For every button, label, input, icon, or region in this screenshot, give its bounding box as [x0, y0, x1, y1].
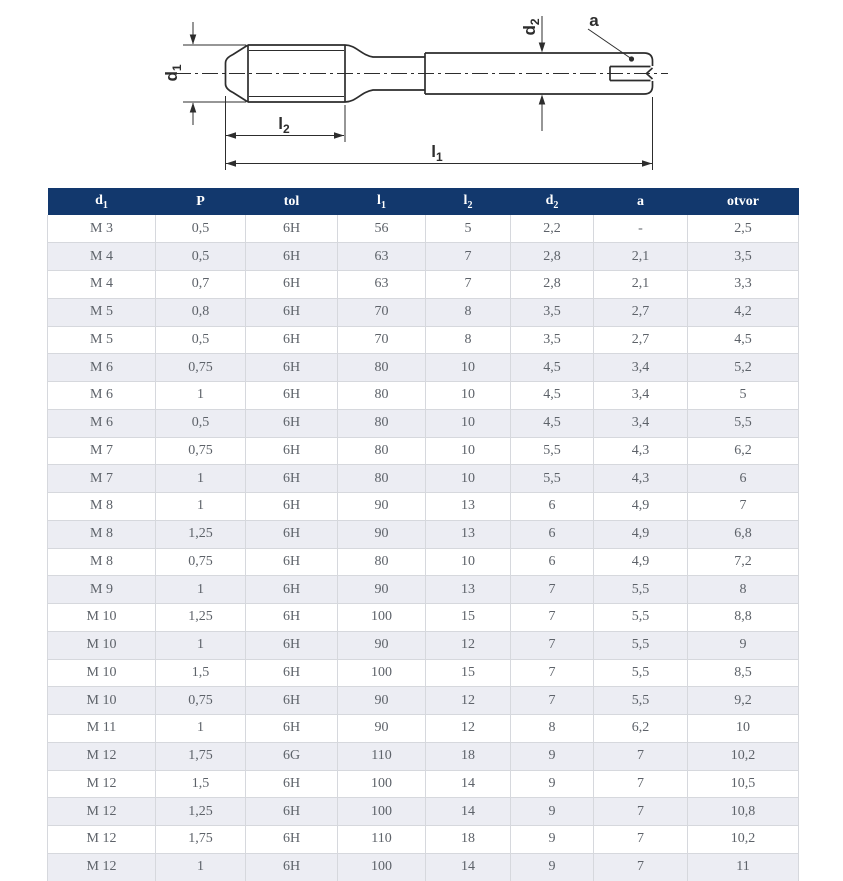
table-cell: 6H	[246, 798, 338, 826]
table-cell: 1,75	[156, 742, 246, 770]
table-cell: M 12	[48, 826, 156, 854]
table-cell: M 11	[48, 715, 156, 743]
table-cell: 0,75	[156, 548, 246, 576]
table-cell: 13	[426, 576, 511, 604]
table-row	[48, 798, 799, 826]
table-row	[48, 853, 799, 881]
table-cell: 7	[511, 659, 594, 687]
table-cell: 9	[511, 798, 594, 826]
table-cell: 0,7	[156, 271, 246, 299]
table-row	[48, 326, 799, 354]
d2-arrow-bottom	[539, 95, 546, 105]
table-cell: 6,8	[688, 520, 799, 548]
table-cell: 9	[511, 826, 594, 854]
table-cell: M 12	[48, 742, 156, 770]
table-cell: 6H	[246, 548, 338, 576]
table-cell: 1,75	[156, 826, 246, 854]
table-row	[48, 548, 799, 576]
table-cell: 7,2	[688, 548, 799, 576]
table-cell: 80	[338, 354, 426, 382]
table-row	[48, 354, 799, 382]
table-cell: 10	[426, 409, 511, 437]
table-cell: 0,5	[156, 409, 246, 437]
table-cell: 6H	[246, 520, 338, 548]
table-cell: 2,1	[594, 243, 688, 271]
table-cell: 2,7	[594, 326, 688, 354]
table-cell: 5,5	[511, 465, 594, 493]
table-cell: 6H	[246, 604, 338, 632]
table-cell: 6H	[246, 493, 338, 521]
table-cell: 90	[338, 687, 426, 715]
table-cell: 3,5	[688, 243, 799, 271]
table-cell: 1	[156, 382, 246, 410]
table-cell: 2,5	[688, 215, 799, 243]
table-cell: 5,5	[511, 437, 594, 465]
table-cell: 4,2	[688, 298, 799, 326]
table-cell: 9	[511, 853, 594, 881]
table-cell: 8	[426, 326, 511, 354]
table-cell: 13	[426, 493, 511, 521]
table-cell: 80	[338, 382, 426, 410]
table-cell: 80	[338, 437, 426, 465]
table-cell: 6	[688, 465, 799, 493]
table-cell: 1,25	[156, 798, 246, 826]
table-cell: M 10	[48, 687, 156, 715]
table-cell: 7	[688, 493, 799, 521]
table-cell: M 10	[48, 631, 156, 659]
table-cell: 0,75	[156, 437, 246, 465]
table-cell: 90	[338, 520, 426, 548]
table-cell: 18	[426, 742, 511, 770]
table-cell: 6H	[246, 409, 338, 437]
table-cell: -	[594, 215, 688, 243]
table-cell: 3,5	[511, 298, 594, 326]
table-cell: 63	[338, 271, 426, 299]
table-cell: 5,5	[594, 576, 688, 604]
table-cell: M 4	[48, 271, 156, 299]
table-cell: M 4	[48, 243, 156, 271]
table-cell: 7	[594, 853, 688, 881]
table-cell: 9	[511, 770, 594, 798]
table-cell: 8	[688, 576, 799, 604]
dim-label-d2: $d_2$	[520, 18, 542, 36]
table-cell: 12	[426, 631, 511, 659]
table-cell: 1,5	[156, 770, 246, 798]
table-cell: M 3	[48, 215, 156, 243]
table-cell: 80	[338, 465, 426, 493]
table-cell: 0,8	[156, 298, 246, 326]
table-cell: 8,5	[688, 659, 799, 687]
table-cell: 4,3	[594, 465, 688, 493]
table-row	[48, 576, 799, 604]
table-cell: M 5	[48, 298, 156, 326]
table-cell: 6G	[246, 742, 338, 770]
table-cell: 6H	[246, 576, 338, 604]
table-cell: 9	[688, 631, 799, 659]
table-row	[48, 215, 799, 243]
table-cell: 1	[156, 576, 246, 604]
table-cell: M 8	[48, 520, 156, 548]
spec-table-body	[48, 215, 799, 881]
table-cell: 56	[338, 215, 426, 243]
l1-arrow-left	[226, 160, 236, 166]
table-cell: 6	[511, 493, 594, 521]
table-cell: 1,5	[156, 659, 246, 687]
table-cell: 2,1	[594, 271, 688, 299]
table-cell: M 9	[48, 576, 156, 604]
table-cell: 7	[511, 631, 594, 659]
tap-drawing-svg	[0, 0, 843, 188]
table-cell: 7	[426, 271, 511, 299]
table-cell: 1	[156, 631, 246, 659]
table-cell: 10	[426, 354, 511, 382]
table-cell: 90	[338, 715, 426, 743]
table-cell: 0,5	[156, 243, 246, 271]
table-cell: 4,9	[594, 520, 688, 548]
table-cell: 6,2	[688, 437, 799, 465]
table-row	[48, 465, 799, 493]
table-cell: 10,2	[688, 742, 799, 770]
spec-table	[47, 188, 799, 881]
table-cell: 10	[426, 465, 511, 493]
table-cell: 18	[426, 826, 511, 854]
l1-arrow-right	[642, 160, 652, 166]
table-row	[48, 659, 799, 687]
table-cell: 6H	[246, 465, 338, 493]
table-cell: 4,5	[511, 354, 594, 382]
table-cell: M 12	[48, 798, 156, 826]
table-cell: M 6	[48, 354, 156, 382]
table-cell: 2,7	[594, 298, 688, 326]
table-cell: 5,5	[594, 687, 688, 715]
table-row	[48, 382, 799, 410]
table-cell: 6H	[246, 437, 338, 465]
table-cell: M 6	[48, 382, 156, 410]
table-cell: 6	[511, 548, 594, 576]
table-cell: 5,5	[594, 604, 688, 632]
d2-arrow-top	[539, 43, 546, 53]
table-cell: 10,8	[688, 798, 799, 826]
table-cell: 9,2	[688, 687, 799, 715]
table-cell: 90	[338, 576, 426, 604]
table-cell: 2,8	[511, 271, 594, 299]
table-row	[48, 687, 799, 715]
table-row	[48, 770, 799, 798]
table-cell: 0,5	[156, 326, 246, 354]
table-row	[48, 742, 799, 770]
table-cell: 6H	[246, 215, 338, 243]
dim-label-a: a	[589, 11, 599, 30]
table-cell: 7	[511, 687, 594, 715]
column-header: $d_1$	[48, 188, 156, 215]
table-cell: 5,5	[594, 659, 688, 687]
table-cell: 4,9	[594, 493, 688, 521]
table-cell: 13	[426, 520, 511, 548]
table-cell: M 10	[48, 659, 156, 687]
table-cell: 5,5	[688, 409, 799, 437]
l2-arrow-left	[226, 132, 236, 138]
table-cell: 2,8	[511, 243, 594, 271]
table-row	[48, 715, 799, 743]
table-cell: 6H	[246, 326, 338, 354]
table-cell: 1	[156, 465, 246, 493]
table-cell: 1	[156, 493, 246, 521]
table-cell: 1,25	[156, 520, 246, 548]
table-cell: M 7	[48, 437, 156, 465]
table-cell: M 8	[48, 493, 156, 521]
table-cell: 15	[426, 604, 511, 632]
table-cell: 5,2	[688, 354, 799, 382]
table-cell: 8	[511, 715, 594, 743]
table-cell: 10,2	[688, 826, 799, 854]
table-cell: 80	[338, 409, 426, 437]
table-cell: 10,5	[688, 770, 799, 798]
table-cell: 2,2	[511, 215, 594, 243]
table-cell: 5	[426, 215, 511, 243]
table-cell: 90	[338, 631, 426, 659]
table-cell: 6H	[246, 826, 338, 854]
d1-arrow-bottom	[190, 103, 197, 113]
table-cell: 8	[426, 298, 511, 326]
table-cell: 3,4	[594, 354, 688, 382]
table-cell: 10	[688, 715, 799, 743]
table-cell: M 10	[48, 604, 156, 632]
table-cell: M 5	[48, 326, 156, 354]
table-cell: 4,5	[511, 409, 594, 437]
table-header-row	[48, 188, 799, 215]
table-cell: M 7	[48, 465, 156, 493]
table-cell: 14	[426, 798, 511, 826]
table-cell: 10	[426, 437, 511, 465]
table-cell: 110	[338, 742, 426, 770]
table-cell: 3,5	[511, 326, 594, 354]
table-cell: 7	[594, 742, 688, 770]
table-cell: 110	[338, 826, 426, 854]
table-cell: 6H	[246, 687, 338, 715]
table-cell: 6H	[246, 243, 338, 271]
table-cell: 14	[426, 770, 511, 798]
table-cell: 6H	[246, 659, 338, 687]
table-cell: 14	[426, 853, 511, 881]
spec-table-container	[47, 188, 798, 881]
column-header: P	[156, 188, 246, 215]
column-header: $l_1$	[338, 188, 426, 215]
table-row	[48, 604, 799, 632]
table-cell: 100	[338, 659, 426, 687]
table-cell: 100	[338, 604, 426, 632]
table-cell: M 12	[48, 853, 156, 881]
table-cell: 7	[594, 798, 688, 826]
table-cell: 7	[594, 770, 688, 798]
table-cell: 10	[426, 382, 511, 410]
table-cell: 1	[156, 715, 246, 743]
table-cell: 6H	[246, 271, 338, 299]
table-cell: M 12	[48, 770, 156, 798]
table-cell: 12	[426, 687, 511, 715]
table-cell: 5,5	[594, 631, 688, 659]
table-cell: 4,9	[594, 548, 688, 576]
table-cell: 1	[156, 853, 246, 881]
table-cell: 70	[338, 326, 426, 354]
dim-label-d1: $d_1$	[162, 64, 184, 82]
table-cell: M 6	[48, 409, 156, 437]
table-cell: 6H	[246, 631, 338, 659]
table-cell: 1,25	[156, 604, 246, 632]
table-cell: 6H	[246, 354, 338, 382]
table-cell: 11	[688, 853, 799, 881]
column-header: $l_2$	[426, 188, 511, 215]
table-cell: 6	[511, 520, 594, 548]
dim-label-l1: $l_1$	[431, 142, 443, 164]
table-cell: 7	[594, 826, 688, 854]
table-cell: 5	[688, 382, 799, 410]
table-row	[48, 243, 799, 271]
table-cell: 3,4	[594, 409, 688, 437]
table-cell: 3,3	[688, 271, 799, 299]
table-cell: 6H	[246, 770, 338, 798]
table-cell: M 8	[48, 548, 156, 576]
table-cell: 12	[426, 715, 511, 743]
table-cell: 15	[426, 659, 511, 687]
table-cell: 4,3	[594, 437, 688, 465]
table-row	[48, 271, 799, 299]
table-cell: 8,8	[688, 604, 799, 632]
table-row	[48, 520, 799, 548]
table-cell: 7	[511, 576, 594, 604]
table-cell: 80	[338, 548, 426, 576]
table-row	[48, 298, 799, 326]
table-cell: 6H	[246, 715, 338, 743]
column-header: a	[594, 188, 688, 215]
tap-technical-drawing	[0, 0, 843, 188]
table-cell: 63	[338, 243, 426, 271]
table-cell: 7	[511, 604, 594, 632]
column-header: tol	[246, 188, 338, 215]
a-leader-line	[588, 29, 631, 59]
table-cell: 0,5	[156, 215, 246, 243]
table-cell: 70	[338, 298, 426, 326]
table-cell: 3,4	[594, 382, 688, 410]
table-cell: 4,5	[511, 382, 594, 410]
a-leader-dot	[629, 56, 634, 61]
table-cell: 100	[338, 798, 426, 826]
table-cell: 7	[426, 243, 511, 271]
table-row	[48, 437, 799, 465]
d1-arrow-top	[190, 35, 197, 45]
table-row	[48, 826, 799, 854]
l2-arrow-right	[334, 132, 344, 138]
dim-label-l2: $l_2$	[278, 114, 290, 136]
table-cell: 9	[511, 742, 594, 770]
table-row	[48, 631, 799, 659]
table-cell: 0,75	[156, 687, 246, 715]
table-cell: 10	[426, 548, 511, 576]
table-cell: 90	[338, 493, 426, 521]
column-header: $d_2$	[511, 188, 594, 215]
table-cell: 6,2	[594, 715, 688, 743]
table-cell: 4,5	[688, 326, 799, 354]
table-cell: 6H	[246, 853, 338, 881]
table-row	[48, 409, 799, 437]
table-row	[48, 493, 799, 521]
table-cell: 100	[338, 770, 426, 798]
table-cell: 6H	[246, 382, 338, 410]
table-cell: 0,75	[156, 354, 246, 382]
column-header: otvor	[688, 188, 799, 215]
table-cell: 6H	[246, 298, 338, 326]
table-cell: 100	[338, 853, 426, 881]
